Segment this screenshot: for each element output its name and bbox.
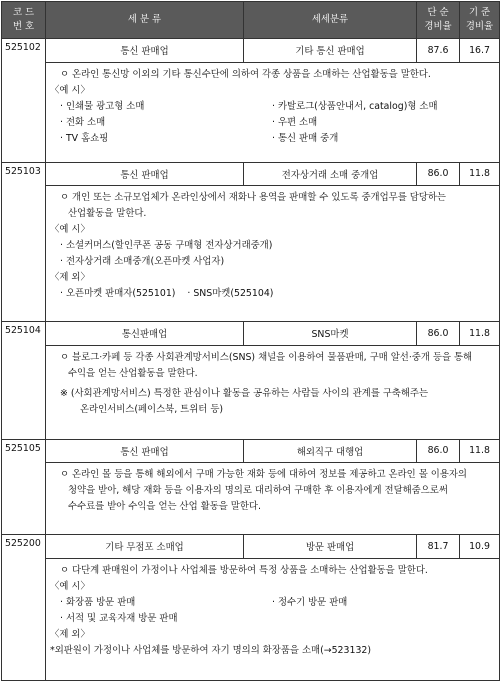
description-text: 수익을 얻는 산업활동을 말한다.	[68, 367, 198, 379]
subcategory-cell: 통신 판매업	[46, 39, 244, 63]
code-cell: 525105	[2, 439, 46, 463]
description-row	[2, 345, 500, 439]
category-row	[2, 439, 500, 463]
code-cell: 525200	[2, 535, 46, 559]
subcategory-cell: 통신 판매업	[46, 162, 244, 186]
header-standard-rate-line2: 경비율	[465, 21, 494, 32]
category-row	[2, 162, 500, 186]
subsubcategory-cell: 해외직구 대행업	[244, 439, 417, 463]
header-standard-rate-line1: 기 준	[468, 7, 491, 18]
description-row	[2, 463, 500, 535]
example-line	[50, 99, 489, 115]
example-item: · 카탈로그(상품안내서, catalog)형 소매	[272, 100, 438, 112]
code-cell-continued	[2, 463, 46, 535]
subcategory-cell: 기타 무점포 소매업	[46, 535, 244, 559]
subsubcategory-cell: 기타 통신 판매업	[244, 39, 417, 63]
header-subcategory: 세 분 류	[46, 2, 244, 39]
note-text: 온라인서비스(페이스북, 트위터 등)	[80, 403, 224, 415]
exclusion-item: · 오픈마켓 판매자(525101) · SNS마켓(525104)	[60, 288, 274, 299]
category-row	[2, 39, 500, 63]
example-item: · 소셜커머스(할인쿠폰 공동 구매형 전자상거래중개)	[60, 240, 273, 251]
standard-rate-cell: 10.9	[460, 535, 500, 559]
header-code-line2: 번 호	[12, 21, 35, 32]
simple-rate-cell: 86.0	[417, 439, 460, 463]
simple-rate-cell: 81.7	[417, 535, 460, 559]
example-line	[50, 115, 489, 131]
header-simple-rate-line2: 경비율	[424, 21, 452, 32]
example-item: · 우편 소매	[272, 116, 318, 128]
example-item: · 전화 소매	[60, 116, 106, 128]
header-standard-rate	[460, 2, 500, 39]
description-cell	[46, 345, 500, 439]
description-text: 수수료를 받아 수익을 얻는 산업 활동을 말한다.	[68, 501, 261, 512]
subsubcategory-cell: 방문 판매업	[244, 535, 417, 559]
simple-rate-cell: 86.0	[417, 162, 460, 186]
example-heading: 〈예 시〉	[50, 84, 90, 96]
description-row	[2, 62, 500, 162]
exclusion-heading: 〈제 외〉	[50, 272, 90, 283]
standard-rate-cell: 16.7	[460, 39, 500, 63]
description-cell	[46, 62, 500, 162]
simple-rate-cell: 87.6	[417, 39, 460, 63]
exclusion-heading: 〈제 외〉	[50, 628, 90, 640]
note-text: ※ (사회관계망서비스) 특정한 관심이나 활동을 공유하는 사람들 사이의 관계를 구축해주는	[60, 387, 429, 399]
description-cell	[46, 463, 500, 535]
description-text: 청약을 받아, 해당 재화 등을 이용자의 명의로 대리하여 구매한 후 이용자에게 전달해줌으로써	[68, 485, 448, 496]
description-cell	[46, 558, 500, 680]
classification-table-sheet	[1, 1, 499, 680]
subsubcategory-cell: 전자상거래 소매 중개업	[244, 162, 417, 186]
example-item: · 통신 판매 중개	[272, 132, 339, 144]
standard-rate-cell: 11.8	[460, 162, 500, 186]
category-row	[2, 322, 500, 346]
description-text: ㅇ 블로그⋅카페 등 각종 사회관계망서비스(SNS) 채널을 이용하여 물품판매, 구매 알선⋅중개 등을 통해	[60, 351, 473, 363]
example-item: · 서적 및 교육자재 방문 판매	[60, 612, 178, 624]
header-simple-rate	[417, 2, 460, 39]
example-line	[50, 595, 489, 611]
description-row	[2, 558, 500, 680]
example-item: · 인쇄물 광고형 소매	[60, 100, 145, 112]
code-cell-continued	[2, 558, 46, 680]
header-row	[2, 2, 500, 39]
example-item: · 정수기 방문 판매	[272, 596, 348, 608]
example-line	[50, 131, 489, 147]
example-item: · 전자상거래 소매중개(오픈마켓 사업자)	[60, 256, 225, 267]
classification-table	[1, 1, 500, 681]
example-heading: 〈예 시〉	[50, 580, 90, 592]
description-text: 산업활동을 말한다.	[68, 208, 147, 219]
exclusion-item: *외판원이 가정이나 사업체를 방문하여 자기 명의의 화장품을 소매(→523132)	[50, 644, 372, 656]
header-code-line1: 코 드	[12, 7, 35, 18]
standard-rate-cell: 11.8	[460, 439, 500, 463]
code-cell-continued	[2, 62, 46, 162]
code-cell-continued	[2, 186, 46, 322]
code-cell-continued	[2, 345, 46, 439]
subcategory-cell: 통신판매업	[46, 322, 244, 346]
simple-rate-cell: 86.0	[417, 322, 460, 346]
description-text: ㅇ 온라인 몰 등을 통해 해외에서 구매 가능한 재화 등에 대하여 정보를 제공하고 온라인 몰 이용자의	[60, 469, 467, 480]
subsubcategory-cell: SNS마켓	[244, 322, 417, 346]
header-simple-rate-line1: 단 순	[427, 7, 449, 18]
subcategory-cell: 통신 판매업	[46, 439, 244, 463]
category-row	[2, 535, 500, 559]
standard-rate-cell: 11.8	[460, 322, 500, 346]
header-subsubcategory: 세세분류	[244, 2, 417, 39]
description-text: ㅇ 온라인 통신망 이외의 기타 통신수단에 의하여 각종 상품을 소매하는 산업활동을 말한다.	[60, 68, 431, 80]
example-heading: 〈예 시〉	[50, 224, 90, 235]
example-item: · 화장품 방문 판매	[60, 596, 136, 608]
code-cell: 525104	[2, 322, 46, 346]
code-cell: 525102	[2, 39, 46, 63]
description-text: ㅇ 개인 또는 소규모업체가 온라인상에서 재화나 용역을 판매할 수 있도록 중개업무를 담당하는	[60, 192, 446, 203]
code-cell: 525103	[2, 162, 46, 186]
description-cell	[46, 186, 500, 322]
example-item: · TV 홈쇼핑	[60, 132, 109, 144]
description-row	[2, 186, 500, 322]
description-text: ㅇ 다단계 판매원이 가정이나 사업체를 방문하여 특정 상품을 소매하는 산업활동을 말한다.	[60, 564, 428, 576]
header-code	[2, 2, 46, 39]
